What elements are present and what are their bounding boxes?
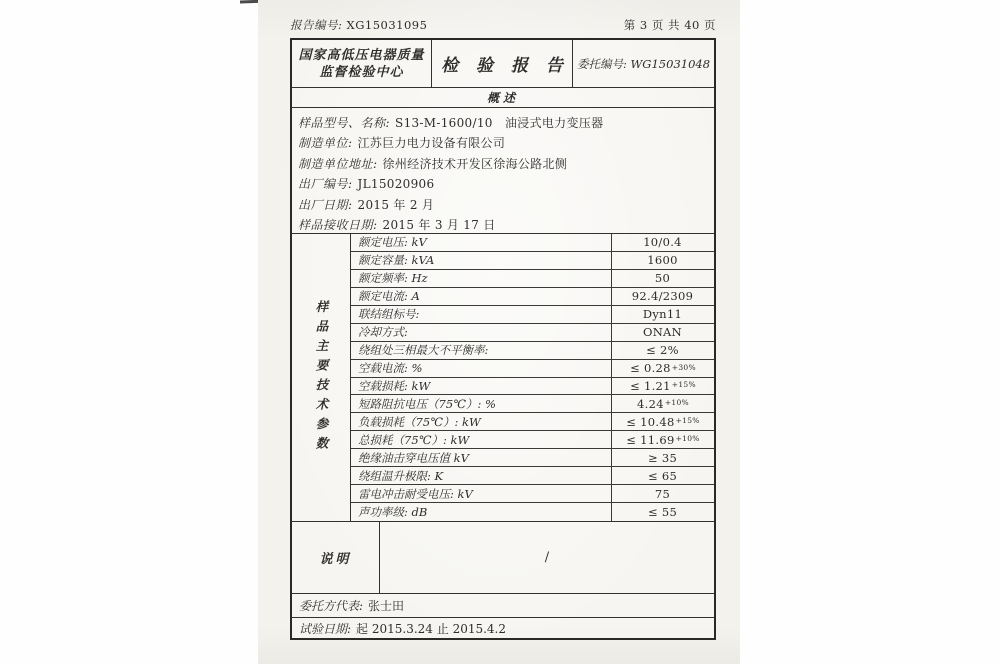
consignment-number	[573, 40, 714, 87]
parameter-label: 绕组温升极限: K	[351, 467, 612, 484]
sample-info-label: 出厂日期:	[298, 197, 353, 212]
parameter-value-text: 92.4/2309	[631, 289, 694, 304]
representative-label: 委托方代表:	[299, 599, 364, 613]
parameter-value-text: ≤ 0.28	[630, 361, 671, 376]
parameter-value	[612, 252, 714, 269]
sample-info-value: JL15020906	[357, 176, 435, 191]
parameter-value-text: 10/0.4	[643, 235, 682, 250]
parameter-value	[612, 449, 714, 466]
page-indicator: 第 3 页 共 40 页	[623, 18, 716, 32]
parameter-value	[612, 270, 714, 287]
parameter-value	[612, 288, 714, 305]
parameter-row	[351, 467, 714, 485]
parameter-value	[612, 342, 714, 359]
sample-info-line	[298, 215, 708, 236]
sample-info-label: 制造单位地址:	[298, 156, 378, 171]
representative-value: 张士田	[368, 599, 405, 613]
sample-info-line	[298, 112, 708, 133]
parameter-row	[351, 288, 714, 306]
sample-info-line	[298, 174, 708, 195]
parameter-value-text: ≤ 10.48	[626, 414, 675, 429]
parameter-label: 空载电流: %	[351, 360, 612, 377]
sample-info-block	[292, 108, 714, 234]
sample-info-line	[298, 153, 708, 174]
document-page	[258, 0, 740, 664]
parameter-label: 短路阻抗电压（75℃）: %	[351, 395, 612, 412]
report-number	[290, 17, 427, 33]
parameter-value-text: ≥ 35	[647, 450, 678, 465]
sample-info-value: S13-M-1600/10 油浸式电力变压器	[395, 115, 604, 130]
parameter-label: 额定电压: kV	[351, 234, 612, 251]
parameter-value-text: Dyn11	[642, 307, 683, 322]
parameter-value-text: ONAN	[642, 325, 683, 340]
parameter-value-tolerance: +10%	[675, 434, 700, 444]
parameter-value	[612, 485, 714, 502]
organization-line2: 监督检验中心	[319, 64, 404, 80]
parameter-value-text: 50	[654, 271, 671, 286]
test-date-row	[292, 618, 714, 638]
technical-parameters-rows	[351, 234, 714, 521]
parameter-label: 空载损耗: kW	[351, 378, 612, 395]
parameter-row	[351, 306, 714, 324]
representative-row	[292, 594, 714, 618]
sample-info-value: 2015 年 2 月	[357, 197, 435, 212]
sample-info-label: 出厂编号:	[298, 177, 353, 192]
technical-parameters-stub-label: 样品主要技术参数	[314, 299, 329, 456]
parameter-value-text: ≤ 1.21	[630, 378, 671, 393]
parameter-row	[351, 342, 714, 360]
parameter-value-tolerance: +30%	[671, 362, 696, 372]
report-number-label: 报告编号:	[290, 18, 343, 32]
remark-label: 说明	[292, 522, 380, 593]
parameter-value	[612, 503, 714, 521]
parameter-label: 绝缘油击穿电压值 kV	[351, 449, 612, 466]
parameter-label: 额定容量: kVA	[351, 252, 612, 269]
parameter-row	[351, 234, 714, 252]
parameter-value	[612, 467, 714, 484]
issuing-organization	[292, 40, 432, 87]
parameter-value-text: 1600	[647, 253, 678, 268]
sample-info-line	[298, 133, 708, 154]
parameter-value-text: ≤ 55	[647, 505, 678, 520]
sample-info-label: 样品接收日期:	[298, 218, 378, 233]
parameter-value-text: ≤ 65	[647, 468, 678, 483]
parameter-value	[612, 306, 714, 323]
report-table	[290, 38, 716, 640]
sample-info-value: 徐州经济技术开发区徐海公路北侧	[382, 156, 568, 171]
parameter-label: 联结组标号:	[351, 306, 612, 323]
parameter-label: 冷却方式:	[351, 324, 612, 341]
parameter-value	[612, 234, 714, 251]
parameter-label: 声功率级: dB	[351, 503, 612, 521]
parameter-value-tolerance: +10%	[664, 398, 689, 408]
parameter-row	[351, 395, 714, 413]
overview-section-title: 概述	[292, 88, 714, 108]
parameter-label: 负载损耗（75℃）: kW	[351, 413, 612, 430]
sample-info-label: 样品型号、名称:	[298, 115, 391, 130]
parameter-row	[351, 485, 714, 503]
remark-value: /	[544, 550, 550, 565]
parameter-value	[612, 431, 714, 448]
report-title: 检 验 报 告	[432, 40, 573, 87]
parameter-row	[351, 324, 714, 342]
parameter-label: 绕组处三相最大不平衡率:	[351, 342, 612, 359]
parameter-label: 总损耗（75℃）: kW	[351, 431, 612, 448]
parameter-row	[351, 503, 714, 521]
sample-info-label: 制造单位:	[298, 136, 353, 151]
parameter-value-text: ≤ 2%	[646, 343, 679, 358]
parameter-value-text: ≤ 11.69	[626, 432, 675, 447]
parameter-label: 雷电冲击耐受电压: kV	[351, 485, 612, 502]
parameter-row	[351, 431, 714, 449]
technical-parameters-stub	[292, 234, 351, 521]
parameter-value-tolerance: +15%	[671, 380, 696, 390]
parameter-row	[351, 413, 714, 431]
parameter-row	[351, 360, 714, 378]
parameter-row	[351, 378, 714, 396]
sample-info-value: 江苏巨力电力设备有限公司	[357, 136, 506, 151]
parameter-value-tolerance: +15%	[675, 416, 700, 426]
test-date-value: 起 2015.3.24 止 2015.4.2	[356, 621, 507, 636]
parameter-row	[351, 252, 714, 270]
parameter-value-text: 75	[654, 486, 671, 501]
organization-line1: 国家高低压电器质量	[298, 47, 425, 63]
page-meta-row	[290, 17, 716, 33]
report-header-row	[292, 40, 714, 88]
parameter-row	[351, 270, 714, 288]
technical-parameters-section	[292, 234, 714, 522]
sample-info-value: 2015 年 3 月 17 日	[382, 218, 496, 233]
parameter-value	[612, 378, 714, 395]
parameter-value-text: 4.24	[637, 396, 664, 411]
parameter-label: 额定频率: Hz	[351, 270, 612, 287]
remark-section	[292, 522, 714, 594]
sample-info-line	[298, 194, 708, 215]
parameter-row	[351, 449, 714, 467]
parameter-value	[612, 360, 714, 377]
parameter-label: 额定电流: A	[351, 288, 612, 305]
parameter-value	[612, 324, 714, 341]
consignment-number-value: WG15031048	[630, 56, 711, 71]
test-date-label: 试验日期:	[299, 621, 352, 636]
parameter-value	[612, 395, 714, 412]
report-number-value: XG15031095	[346, 18, 428, 32]
parameter-value	[612, 413, 714, 430]
consignment-number-label: 委托编号:	[576, 56, 627, 71]
